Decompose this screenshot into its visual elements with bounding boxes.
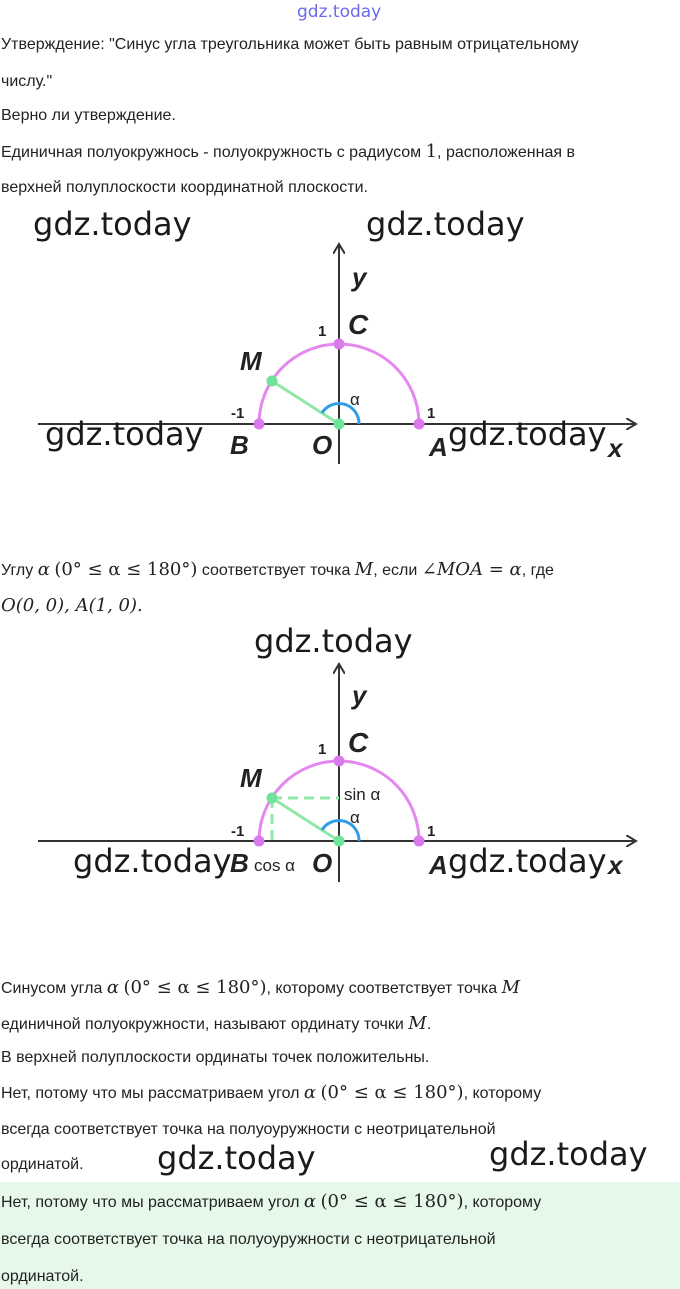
definition-radius: 1 [425,141,438,162]
answer-box [0,1182,680,1289]
watermark: gdz.today [254,622,413,660]
answer-line-2: всегда соответствует точка на полуоуружности с неотрицательной [1,1231,496,1248]
conclusion-line-3: ординатой. [1,1156,84,1173]
point-c [334,756,345,767]
sine-def-line2-text: единичной полуокружности, называют ординату точки [1,1016,409,1033]
label-b: B [230,430,249,460]
conclusion-line-2: всегда соответствует точка на полуоуружности с неотрицательной [1,1121,496,1138]
label-one-x: 1 [427,405,436,422]
diagram-unit-semicircle [0,200,680,500]
angle-text-a: Углу [1,562,38,579]
sine-def-text-b: , которому соответствует точка [266,980,502,997]
label-minus-one: -1 [231,405,245,422]
label-o: O [312,848,333,878]
watermark: gdz.today [448,842,607,880]
angle-range: (0° ≤ α ≤ 180°) [320,1082,464,1103]
statement-line-2: числу." [1,73,53,90]
watermark: gdz.today [489,1135,648,1173]
watermark: gdz.today [45,415,204,453]
point-m [267,793,278,804]
watermark: gdz.today [33,205,192,243]
label-c: C [348,309,369,340]
alpha-symbol: α [37,559,50,580]
watermark: gdz.today [73,842,232,880]
angle-range: (0° ≤ α ≤ 180°) [320,1191,464,1212]
point-b [254,419,265,430]
alpha-symbol: α [303,1191,317,1212]
y-axis-label: y [352,680,367,710]
sine-def-line2-end: . [426,1016,432,1033]
label-one-y: 1 [318,323,327,340]
label-minus-one: -1 [231,823,245,840]
label-alpha: α [350,808,360,827]
label-cos: cos α [254,856,296,875]
angle-line-1 [1,560,554,581]
point-a [414,419,425,430]
angle-text-c: , если [373,562,422,579]
watermark: gdz.today [448,415,607,453]
point-m-symbol: M [501,977,520,998]
alpha-symbol: α [106,977,119,998]
angle-moa: ∠MOA = α [421,559,522,580]
label-m: M [240,763,262,793]
x-axis-label: x [608,433,623,463]
radius-om [272,798,339,841]
point-c [334,339,345,350]
label-a: A [429,432,448,462]
angle-range: (0° ≤ α ≤ 180°) [123,977,267,998]
definition-line-2: верхней полуплоскости координатной плоскости. [1,179,368,196]
label-alpha: α [350,390,360,409]
point-m [267,376,278,387]
positive-ordinates-text: В верхней полуплоскости ординаты точек положительны. [1,1049,430,1066]
conclusion-text-b: , которому [463,1085,542,1102]
label-o: O [312,430,333,460]
label-b: B [230,848,249,878]
label-one-y: 1 [318,741,327,758]
point-m-symbol: M [354,559,374,580]
label-one-x: 1 [427,823,436,840]
label-m: M [240,346,262,376]
angle-text-d: , где [521,562,554,579]
point-a [414,836,425,847]
statement-line-1: Утверждение: "Синус угла треугольника может быть равным отрицательному [1,36,579,53]
y-axis-label: y [352,262,367,292]
x-axis-label: x [608,850,623,880]
label-sin: sin α [344,785,381,804]
angle-coords: O(0, 0), A(1, 0). [1,595,143,616]
watermark-top: gdz.today [297,2,382,22]
question-text: Верно ли утверждение. [1,107,176,124]
answer-text-b: , которому [463,1194,542,1211]
answer-line-1 [1,1192,541,1213]
angle-range: (0° ≤ α ≤ 180°) [54,559,198,580]
point-o [334,836,345,847]
point-m-symbol: M [408,1013,427,1034]
answer-text-a: Нет, потому что мы рассматриваем угол [1,1194,304,1211]
sine-def-text-a: Синусом угла [1,980,107,997]
label-a: A [429,850,448,880]
angle-text-b: соответствует точка [197,562,355,579]
conclusion-line-1 [1,1083,541,1104]
definition-line-1 [1,142,575,163]
definition-text-b: , расположенная в [437,144,575,161]
watermark: gdz.today [157,1139,316,1177]
conclusion-text-a: Нет, потому что мы рассматриваем угол [1,1085,304,1102]
watermark: gdz.today [366,205,525,243]
radius-om [272,381,339,424]
label-c: C [348,727,369,758]
point-b [254,836,265,847]
answer-line-3: ординатой. [1,1268,84,1285]
sine-def-line-1 [1,978,520,999]
alpha-symbol: α [303,1082,317,1103]
definition-text-a: Единичная полуокружнось - полуокружность с радиусом [1,144,426,161]
point-o [334,419,345,430]
sine-def-line-2 [1,1014,431,1035]
